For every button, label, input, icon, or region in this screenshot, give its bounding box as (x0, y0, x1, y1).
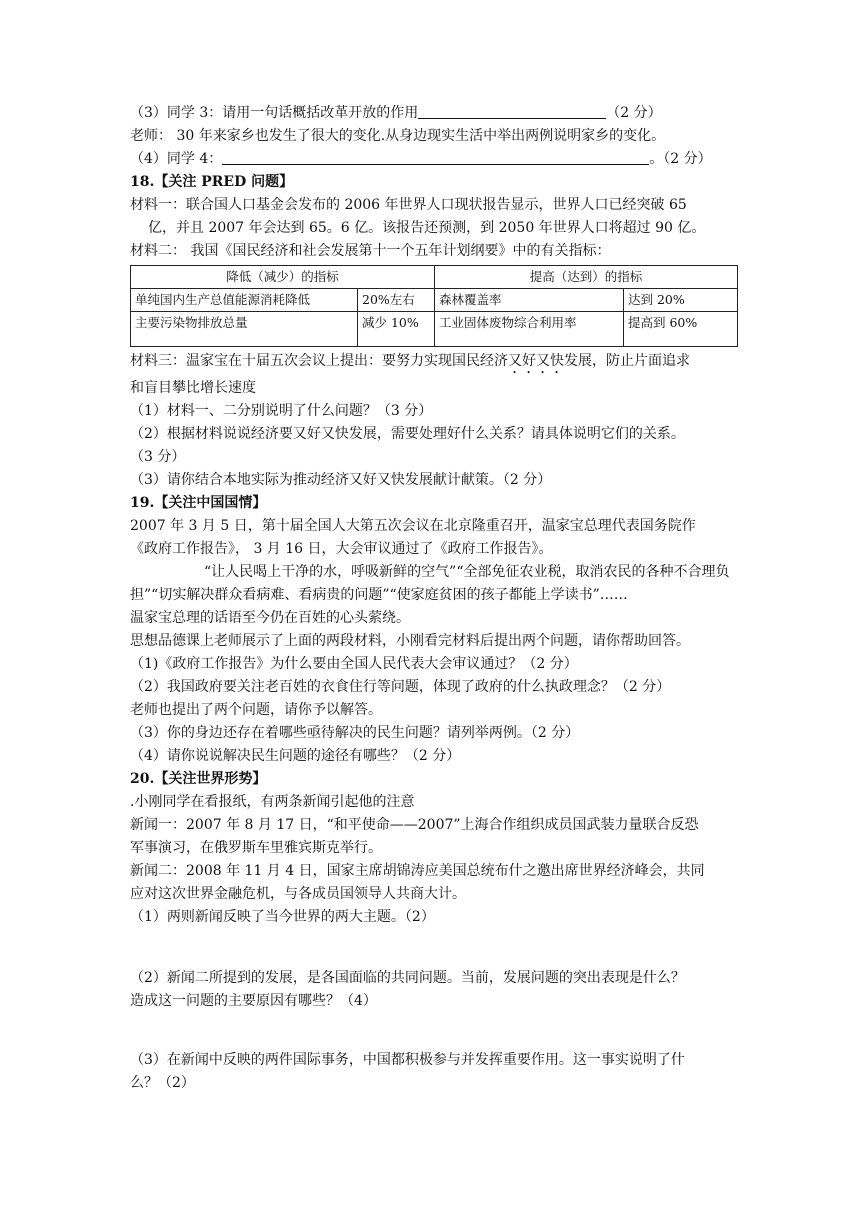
q18-question-2-score: （3 分） (130, 449, 186, 465)
q20-question-2: （2）新闻二所提到的发展，是各国面临的共同问题。当前，发展问题的突出表现是什么？ (130, 970, 685, 986)
q20-question-3-cont: 么？（2） (130, 1075, 195, 1091)
q19-question-3: （3）你的身边还存在着哪些亟待解决的民生问题？请列举两例。（2 分） (130, 725, 580, 741)
q19-quote-paragraph: “让人民喝上干净的水，呼吸新鲜的空气”“全部免征农业税，取消农民的各种不合理负担”“切实解决群众看病难、看病贵的问题”“使家庭贫困的孩子都能上学读书”…… (130, 564, 730, 603)
q18-question-3: （3）请你结合本地实际为推动经济又好又快发展献计献策。（2 分） (130, 472, 552, 488)
q20-news-1-cont: 军事演习，在俄罗斯车里雅宾斯克举行。 (130, 840, 382, 856)
table-cell: 单纯国内生产总值能源消耗降低 (131, 289, 358, 312)
q20-question-1: （1）两则新闻反映了当今世界的两大主题。（2） (130, 909, 435, 925)
q19-title: 19.【关注中国国情】 (130, 495, 267, 511)
q17-teacher-line: 老师： 30 年来家乡也发生了很大的变化.从身边现实生活中举出两例说明家乡的变化。 (130, 128, 666, 144)
q18-material-2: 材料二： 我国《国民经济和社会发展第十一个五年计划纲要》中的有关指标： (130, 243, 611, 259)
answer-space (130, 929, 740, 967)
table-header-row (131, 266, 738, 289)
table-cell: 主要污染物排放总量 (131, 312, 358, 347)
q18-material-1-cont: 亿，并且 2007 年会达到 65。6 亿。该报告还预测，到 2050 年世界人口将超过 90 亿。 (148, 220, 706, 236)
table-header-cell: 降低（减少）的指标 (131, 266, 435, 289)
q19-paragraph-4: 老师也提出了两个问题，请你予以解答。 (130, 702, 382, 718)
table-cell: 达到 20% (624, 289, 738, 312)
table-row (131, 289, 738, 312)
emphasis-text: 又好又快 (508, 353, 564, 369)
q19-quote-paragraph-end: 温家宝总理的话语至今仍在百姓的心头萦绕。 (130, 610, 410, 626)
q18-question-1: （1）材料一、二分别说明了什么问题？（3 分） (130, 403, 433, 419)
table-row (131, 312, 738, 347)
q20-news-1: 新闻一：2007 年 8 月 17 日，“和平使命——2007”上海合作组织成员国武装力量联合反恐 (130, 817, 699, 833)
q18-question-2: （2）根据材料说说经济要又好又快发展，需要处理好什么关系？请具体说明它们的关系。 (130, 426, 685, 442)
q18-material-3: 材料三：温家宝在十届五次会议上提出：要努力实现国民经济又好又快发展，防止片面追求 (130, 353, 690, 369)
q20-news-2: 新闻二：2008 年 11 月 4 日，国家主席胡锦涛应美国总统布什之邀出席世界经济峰会，共同 (130, 863, 705, 879)
q17-item-4: （4）同学 4： 。（2 分） (130, 151, 712, 167)
q19-paragraph-3: 思想品德课上老师展示了上面的两段材料，小刚看完材料后提出两个问题，请你帮助回答。 (130, 633, 690, 649)
table-cell: 减少 10% (358, 312, 435, 347)
q20-question-2-cont: 造成这一问题的主要原因有哪些？（4） (130, 993, 377, 1009)
q17-item-3: （3）同学 3：请用一句话概括改革开放的作用 （2 分） (130, 105, 662, 121)
q19-question-1: （1)《政府工作报告》为什么要由全国人民代表大会审议通过？（2 分） (130, 656, 578, 672)
table-cell: 提高到 60% (624, 312, 738, 347)
q20-intro: .小刚同学在看报纸，有两条新闻引起他的注意 (130, 794, 415, 810)
answer-space (130, 1013, 740, 1049)
indicator-table (130, 265, 738, 347)
table-cell: 20%左右 (358, 289, 435, 312)
q20-question-3: （3）在新闻中反映的两件国际事务，中国都积极参与并发挥重要作用。这一事实说明了什 (130, 1052, 685, 1068)
table-cell: 工业固体废物综合利用率 (435, 312, 624, 347)
answer-blank (222, 150, 649, 165)
answer-blank (418, 104, 606, 119)
q19-question-2: （2）我国政府要关注老百姓的衣食住行等问题，体现了政府的什么执政理念？（2 分） (130, 679, 671, 695)
q18-title: 18.【关注 PRED 问题】 (130, 174, 294, 190)
table-header-cell: 提高（达到）的指标 (435, 266, 738, 289)
q18-material-1: 材料一：联合国人口基金会发布的 2006 年世界人口现状报告显示，世界人口已经突破 65 (130, 197, 687, 213)
table-cell: 森林覆盖率 (435, 289, 624, 312)
q19-paragraph-1: 2007 年 3 月 5 日，第十届全国人大第五次会议在北京隆重召开，温家宝总理代表国务院作 (130, 518, 696, 534)
q19-paragraph-1-cont: 《政府工作报告》， 3 月 16 日，大会审议通过了《政府工作报告》。 (130, 541, 553, 557)
q19-question-4: （4）请你说说解决民生问题的途径有哪些？（2 分） (130, 748, 461, 764)
exam-page (130, 102, 740, 1095)
q20-news-2-cont: 应对这次世界金融危机，与各成员国领导人共商大计。 (130, 886, 466, 902)
q18-material-3-cont: 和盲目攀比增长速度 (130, 380, 256, 396)
q20-title: 20.【关注世界形势】 (130, 771, 267, 787)
